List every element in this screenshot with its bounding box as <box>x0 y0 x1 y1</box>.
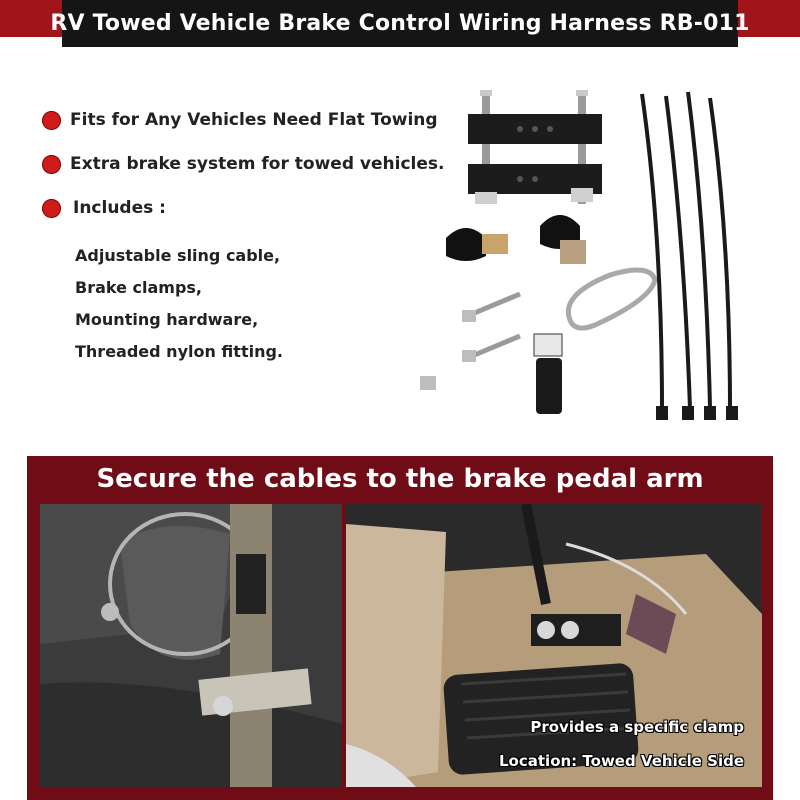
include-item: Adjustable sling cable, <box>75 246 281 265</box>
include-item: Mounting hardware, <box>75 310 259 329</box>
pedal-arm-photo-image <box>40 504 342 787</box>
brake-pedal-photo-image <box>346 504 762 787</box>
p-clip-icon <box>446 215 586 264</box>
screw-icon <box>420 294 520 390</box>
caption-location: Location: Towed Vehicle Side <box>499 752 744 770</box>
zip-tie-icon <box>642 92 730 410</box>
feature-item <box>42 152 445 176</box>
header-bar <box>50 0 750 47</box>
includes-list <box>75 240 422 368</box>
includes-heading <box>42 196 422 220</box>
parts-illustration <box>410 88 760 433</box>
nylon-fitting-icon <box>534 334 562 414</box>
include-item: Threaded nylon fitting. <box>75 342 283 361</box>
feature-list <box>42 108 445 368</box>
include-item: Brake clamps, <box>75 278 203 297</box>
caption-clamp: Provides a specific clamp <box>530 718 744 736</box>
bullet-icon <box>42 199 61 218</box>
page-title: RV Towed Vehicle Brake Control Wiring Harness RB-011 <box>50 11 750 36</box>
feature-text: Extra brake system for towed vehicles. <box>70 154 445 174</box>
brake-pedal-photo <box>346 504 762 787</box>
pedal-arm-photo <box>40 504 342 787</box>
bracket-clamp-icon <box>468 90 602 204</box>
feature-item <box>42 108 438 132</box>
carabiner-icon <box>568 270 655 328</box>
section-title: Secure the cables to the brake pedal arm <box>96 464 704 494</box>
bullet-icon <box>42 111 61 130</box>
includes-label: Includes : <box>73 198 166 218</box>
bullet-icon <box>42 155 61 174</box>
feature-text: Fits for Any Vehicles Need Flat Towing <box>70 110 438 130</box>
